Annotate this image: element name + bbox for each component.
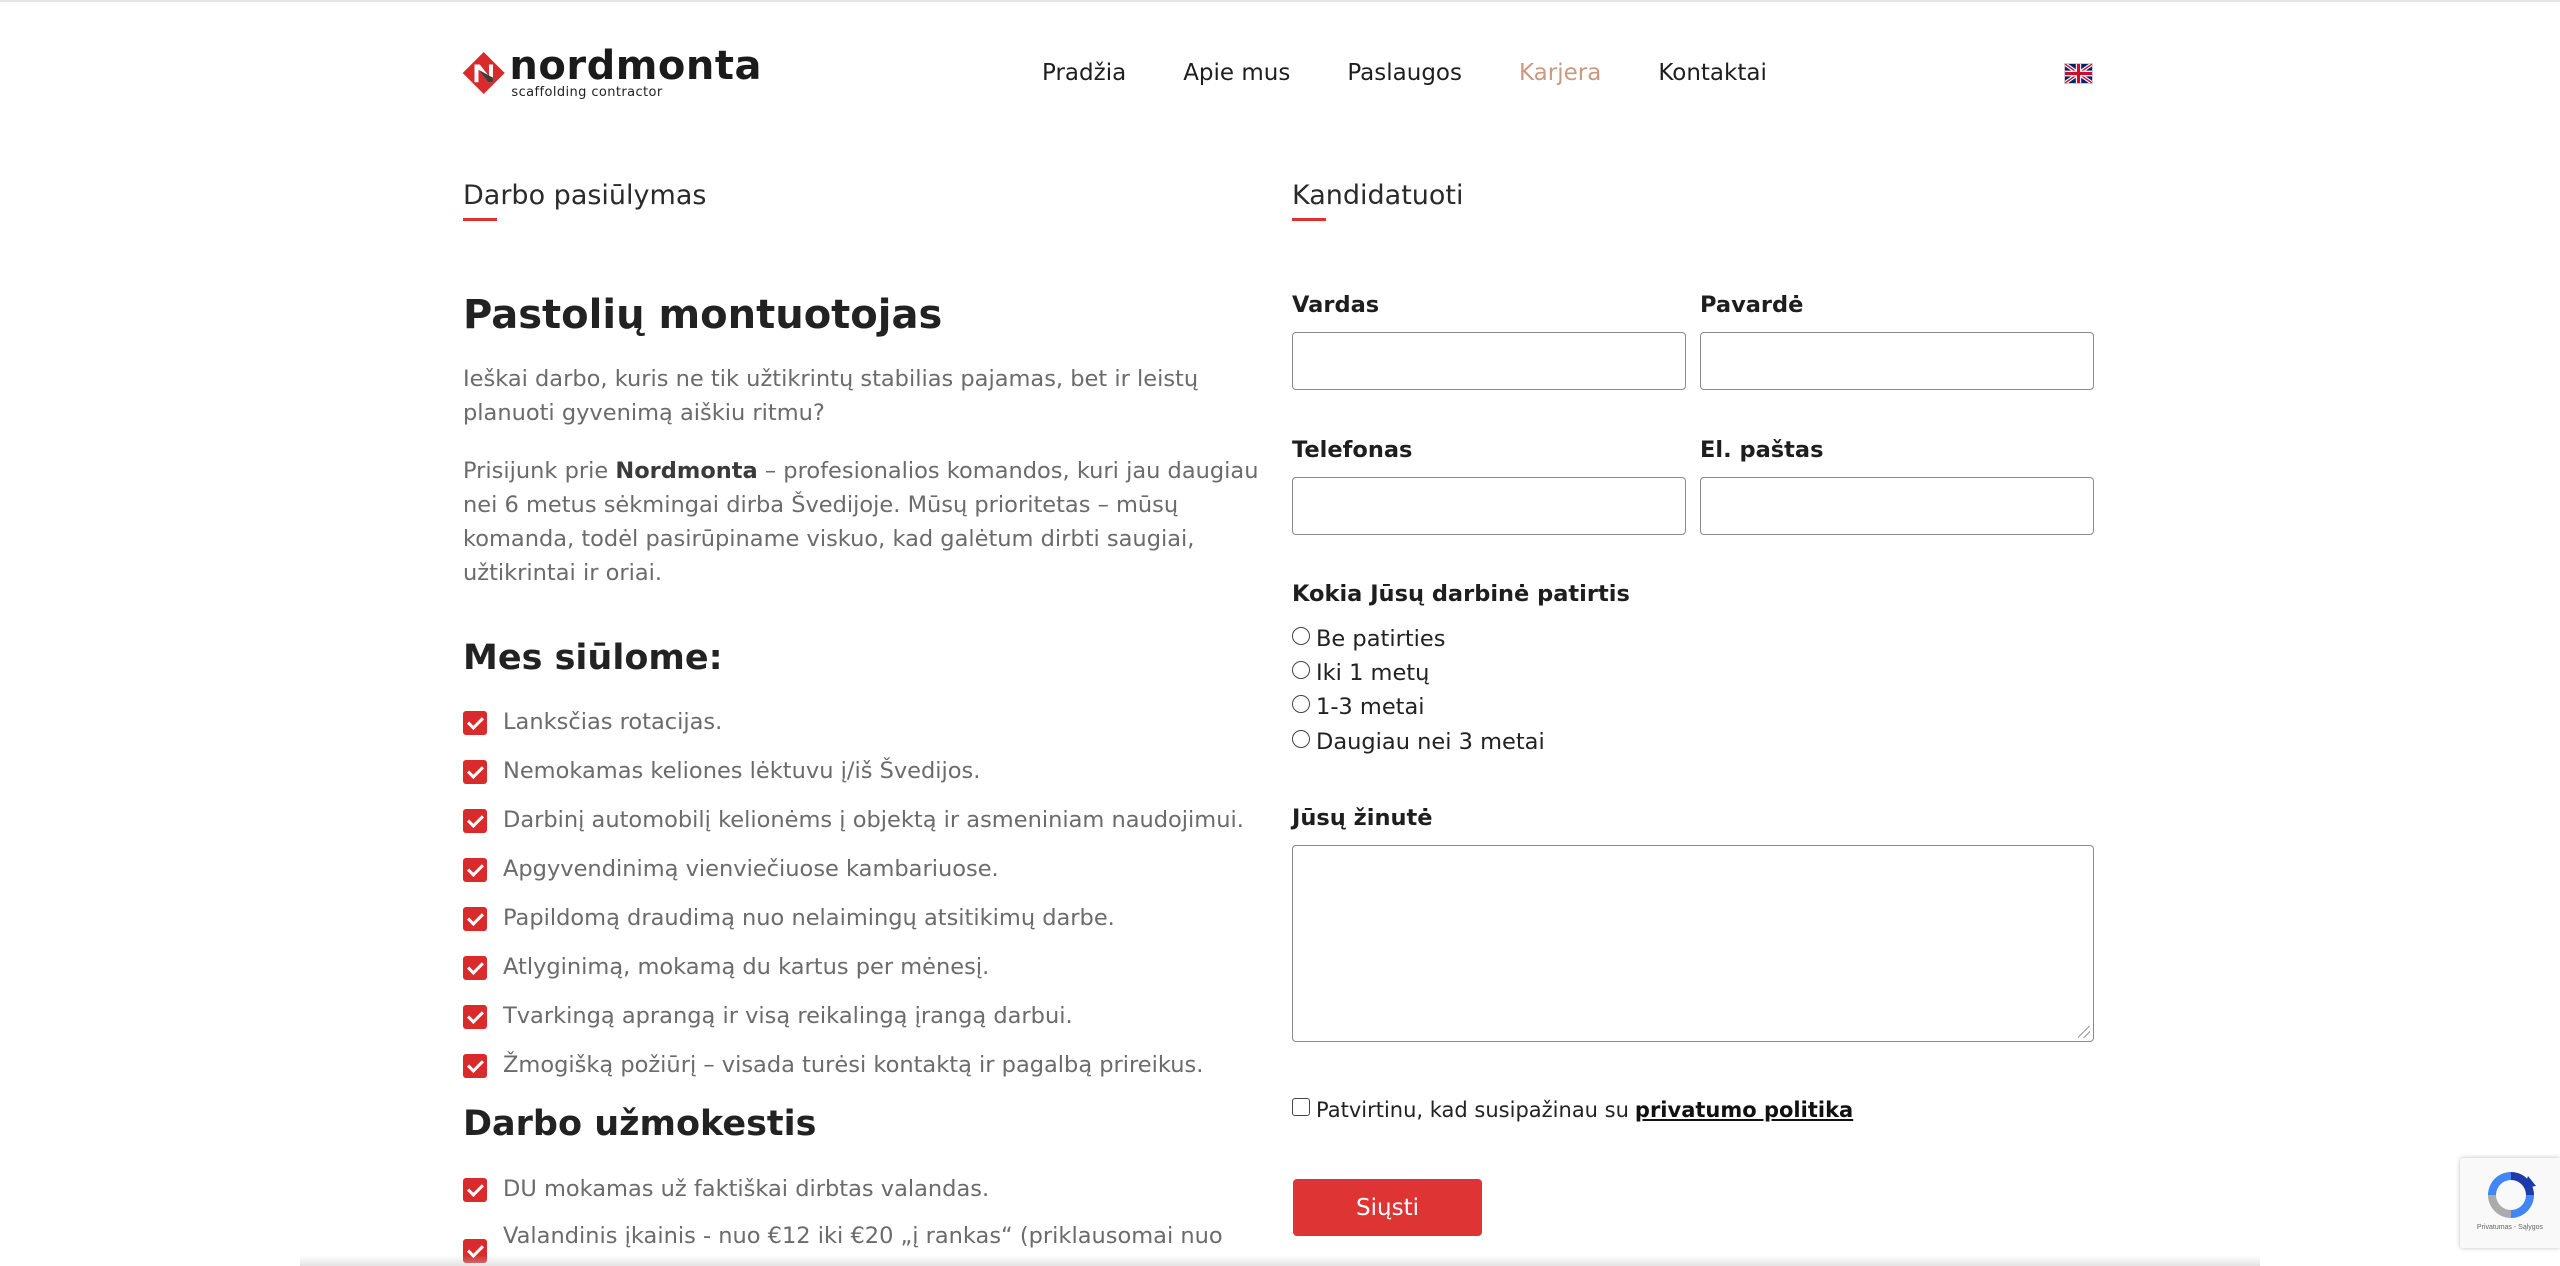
salary-list bbox=[463, 1173, 1283, 1266]
apply-section-title: Kandidatuoti bbox=[1292, 180, 1464, 211]
experience-option[interactable]: Daugiau nei 3 metai bbox=[1292, 725, 1545, 759]
email-label: El. paštas bbox=[1700, 437, 1824, 463]
job-description: Prisijunk prie Nordmonta – profesionalios komandos, kuri jau daugiau nei 6 metus sėkmingai dirba Švedijoje. Mūsų prioritetas – mūsų komanda, todėl pasirūpiname viskuo, kad galėtum dirbti saugiai, užtikrintai ir oriai. bbox=[463, 458, 1259, 586]
logo-name: nordmonta bbox=[509, 43, 762, 89]
uk-flag-icon[interactable] bbox=[2064, 63, 2093, 84]
job-title: Pastolių montuotojas bbox=[463, 292, 943, 338]
list-item: DU mokamas už faktiškai dirbtas valandas. bbox=[463, 1173, 1283, 1222]
list-item: Lanksčias rotacijas. bbox=[463, 706, 1283, 755]
first-name-input[interactable] bbox=[1292, 332, 1686, 390]
radio-button[interactable] bbox=[1292, 730, 1310, 748]
nav-item-karjera[interactable]: Karjera bbox=[1518, 60, 1602, 86]
offer-section-underline bbox=[463, 218, 497, 221]
checkbox-checked-icon bbox=[463, 760, 487, 784]
consent-text: Patvirtinu, kad susipažinau su bbox=[1316, 1098, 1629, 1122]
checkbox-checked-icon bbox=[463, 1178, 487, 1202]
checkbox-checked-icon bbox=[463, 956, 487, 980]
we-offer-title: Mes siūlome: bbox=[463, 638, 723, 678]
message-textarea[interactable] bbox=[1292, 845, 2094, 1042]
brand-name: Nordmonta bbox=[615, 458, 758, 484]
checkbox-checked-icon bbox=[463, 858, 487, 882]
nordmonta-logo-icon bbox=[462, 40, 505, 106]
checkbox-checked-icon bbox=[463, 907, 487, 931]
checkbox-checked-icon bbox=[463, 1054, 487, 1078]
list-item: Papildomą draudimą nuo nelaimingų atsitikimų darbe. bbox=[463, 902, 1283, 951]
checkbox-checked-icon bbox=[463, 809, 487, 833]
nav-item-kontaktai[interactable]: Kontaktai bbox=[1658, 60, 1767, 86]
experience-option[interactable]: Iki 1 metų bbox=[1292, 656, 1429, 690]
recaptcha-badge[interactable] bbox=[2460, 1158, 2560, 1248]
last-name-input[interactable] bbox=[1700, 332, 2094, 390]
list-item: Apgyvendinimą vienviečiuose kambariuose. bbox=[463, 853, 1283, 902]
radio-button[interactable] bbox=[1292, 627, 1310, 645]
list-item: Darbinį automobilį kelionėms į objektą ir asmeniniam naudojimui. bbox=[463, 804, 1283, 853]
experience-option[interactable]: Be patirties bbox=[1292, 622, 1445, 656]
nav-item-paslaugos[interactable]: Paslaugos bbox=[1347, 60, 1462, 86]
checkbox-checked-icon bbox=[463, 711, 487, 735]
recaptcha-icon bbox=[2484, 1168, 2538, 1222]
logo[interactable] bbox=[462, 38, 762, 108]
nav-item-pradzia[interactable]: Pradžia bbox=[1042, 60, 1127, 86]
phone-label: Telefonas bbox=[1292, 437, 1413, 463]
recaptcha-footer[interactable]: Privatumas - Sąlygos bbox=[2476, 1224, 2544, 1231]
salary-title: Darbo užmokestis bbox=[463, 1104, 817, 1144]
submit-button[interactable]: Siųsti bbox=[1293, 1179, 1482, 1236]
phone-input[interactable] bbox=[1292, 477, 1686, 535]
email-input[interactable] bbox=[1700, 477, 2094, 535]
job-intro: Ieškai darbo, kuris ne tik užtikrintų stabilias pajamas, bet ir leistų planuoti gyvenimą aiškiu ritmu? bbox=[463, 366, 1199, 426]
radio-button[interactable] bbox=[1292, 661, 1310, 679]
logo-tagline: scaffolding contractor bbox=[511, 85, 663, 100]
last-name-label: Pavardė bbox=[1700, 292, 1804, 318]
offer-section-title: Darbo pasiūlymas bbox=[463, 180, 707, 211]
privacy-consent bbox=[1292, 1098, 1853, 1122]
privacy-policy-link[interactable]: privatumo politika bbox=[1634, 1098, 1854, 1122]
consent-checkbox[interactable] bbox=[1292, 1098, 1310, 1116]
list-item: Atlyginimą, mokamą du kartus per mėnesį. bbox=[463, 951, 1283, 1000]
nav-item-apie-mus[interactable]: Apie mus bbox=[1183, 60, 1291, 86]
bottom-shadow bbox=[300, 1255, 2260, 1266]
first-name-label: Vardas bbox=[1292, 292, 1380, 318]
message-label: Jūsų žinutė bbox=[1292, 805, 1433, 831]
radio-button[interactable] bbox=[1292, 695, 1310, 713]
experience-option[interactable]: 1-3 metai bbox=[1292, 690, 1425, 724]
list-item: Tvarkingą aprangą ir visą reikalingą įrangą darbui. bbox=[463, 1000, 1283, 1049]
site-header bbox=[0, 0, 2560, 150]
we-offer-list bbox=[463, 706, 1283, 1098]
list-item: Žmogišką požiūrį – visada turėsi kontaktą ir pagalbą prireikus. bbox=[463, 1049, 1283, 1098]
list-item: Nemokamas keliones lėktuvu į/iš Švedijos. bbox=[463, 755, 1283, 804]
resize-handle-icon[interactable] bbox=[2078, 1026, 2090, 1038]
checkbox-checked-icon bbox=[463, 1005, 487, 1029]
experience-label: Kokia Jūsų darbinė patirtis bbox=[1292, 581, 1630, 607]
main-nav bbox=[1042, 56, 1824, 90]
apply-section-underline bbox=[1292, 218, 1326, 221]
list-item: Valandinis įkainis - nuo €12 iki €20 „į rankas“ (priklausomai nuo bbox=[463, 1220, 1283, 1266]
